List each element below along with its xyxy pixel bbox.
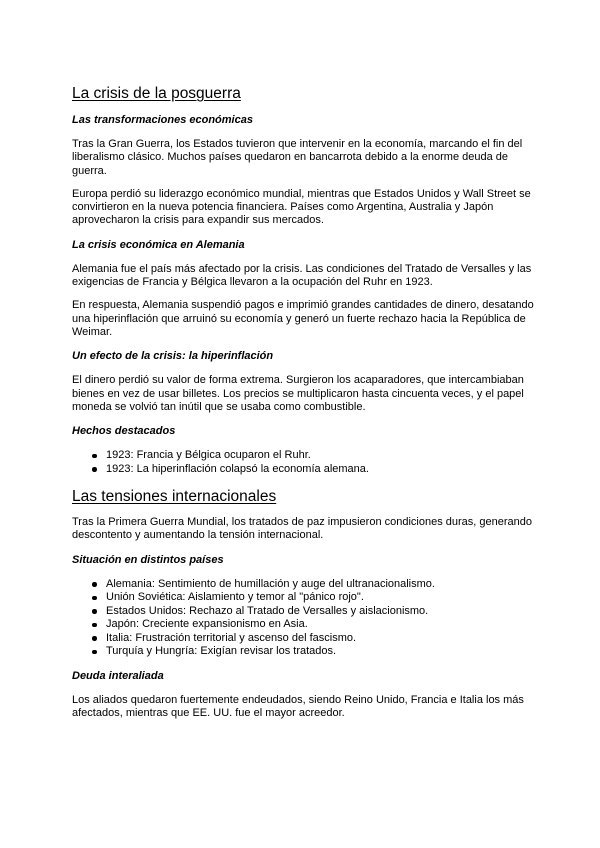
subheading-crisis-alemania: La crisis económica en Alemania [72,238,245,251]
list-item-text: Unión Soviética: Aislamiento y temor al "pánico rojo". [106,591,364,604]
list-item [92,618,540,632]
subheading-hechos-destacados: Hechos destacados [72,425,176,438]
list-item-text: 1923: Francia y Bélgica ocuparon el Ruhr. [106,449,311,462]
bullet-icon [92,467,97,472]
paragraph: Tras la Primera Guerra Mundial, los tratados de paz impusieron condiciones duras, generando descontento y aumentando la tensión internacional. [72,516,532,542]
section-title-tensiones: Las tensiones internacionales [72,488,277,506]
list-item [92,463,540,477]
bullet-list-hechos [72,449,540,476]
bullet-icon [92,650,97,655]
paragraph: El dinero perdió su valor de forma extrema. Surgieron los acaparadores, que intercambiaban bienes en vez de usar billetes. Los precios se multiplicaron hasta cincuenta veces, y el papel moneda se volvió tan inútil que se usaba como combustible. [72,374,524,413]
list-item [92,449,540,463]
bullet-icon [92,609,97,614]
list-item [92,645,540,659]
bullet-icon [92,582,97,587]
list-item-text: Alemania: Sentimiento de humillación y auge del ultranacionalismo. [106,577,435,590]
bullet-icon [92,596,97,601]
bullet-list-paises [72,578,540,659]
subheading-hiperinflacion: Un efecto de la crisis: la hiperinflación [72,350,274,363]
subheading-situacion-paises: Situación en distintos países [72,553,224,566]
paragraph: Europa perdió su liderazgo económico mundial, mientras que Estados Unidos y Wall Street se convirtieron en la nueva potencia financiera. Países como Argentina, Australia y Japón aprovecharon la crisis para expandir sus mercados. [72,187,531,227]
paragraph: En respuesta, Alemania suspendió pagos e imprimió grandes cantidades de dinero, desatando una hiperinflación que arruinó su economía y generó un fuerte rechazo hacia la República de Weimar. [72,299,534,338]
list-item-text: Italia: Frustración territorial y ascenso del fascismo. [106,631,357,644]
bullet-icon [92,636,97,641]
subheading-deuda-interaliada: Deuda interaliada [72,669,164,682]
list-item-text: Japón: Creciente expansionismo en Asia. [106,618,308,631]
list-item-text: Turquía y Hungría: Exigían revisar los tratados. [106,645,337,658]
subheading-transformaciones: Las transformaciones económicas [72,114,253,126]
paragraph: Los aliados quedaron fuertemente endeudados, siendo Reino Unido, Francia e Italia los más afectados, mientras que EE. UU. fue el mayor acreedor. [72,693,524,720]
bullet-icon [92,623,97,628]
list-item-text: Estados Unidos: Rechazo al Tratado de Versalles y aislacionismo. [106,604,429,617]
paragraph: Alemania fue el país más afectado por la crisis. Las condiciones del Tratado de Versalles y las exigencias de Francia y Bélgica llevaron a la ocupación del Ruhr en 1923. [72,262,532,289]
list-item [92,591,540,605]
section-title-posguerra: La crisis de la posguerra [72,85,241,102]
list-item [92,605,540,619]
list-item-text: 1923: La hiperinflación colapsó la economía alemana. [106,462,369,475]
list-item [92,578,540,592]
bullet-icon [92,454,97,459]
paragraph: Tras la Gran Guerra, los Estados tuvieron que intervenir en la economía, marcando el fin del liberalismo clásico. Muchos países quedaron en bancarrota debido a la enorme deuda de guerra. [72,138,523,177]
list-item [92,632,540,646]
